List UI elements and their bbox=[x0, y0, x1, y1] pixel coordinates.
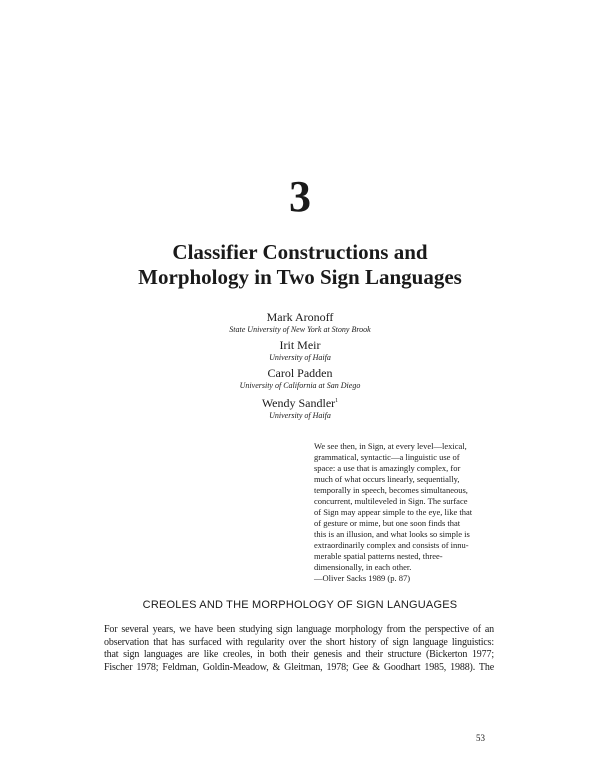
author-affiliation: State University of New York at Stony Brook bbox=[229, 325, 371, 334]
author-affiliation: University of Haifa bbox=[269, 353, 331, 362]
epigraph-line: of Sign may appear simple to the eye, like that bbox=[314, 507, 473, 517]
author-name: Wendy Sandler bbox=[261, 396, 336, 410]
author-name: Mark Aronoff bbox=[266, 310, 334, 324]
epigraph-line: We see then, in Sign, at every level—lexical, bbox=[314, 441, 467, 451]
epigraph-line: extraordinarily complex and consists of innu- bbox=[314, 540, 469, 550]
epigraph-line: this is an illusion, and what looks so simple is bbox=[314, 529, 470, 539]
chapter-number: 3 bbox=[289, 172, 311, 221]
author-affiliation: University of California at San Diego bbox=[239, 381, 361, 390]
chapter-title bbox=[0, 240, 600, 290]
author-name-with-footnote bbox=[0, 394, 600, 410]
epigraph-line: dimensionally, in each other. bbox=[314, 562, 412, 572]
epigraph-line: temporally in speech, becomes simultaneous, bbox=[314, 485, 468, 495]
epigraph-attribution: —Oliver Sacks 1989 (p. 87) bbox=[314, 573, 411, 583]
epigraph-quote bbox=[314, 441, 494, 573]
author-block bbox=[0, 394, 600, 421]
author-name: Irit Meir bbox=[279, 338, 321, 352]
epigraph-line: space: a use that is amazingly complex, for bbox=[314, 463, 461, 473]
body-line: Fischer 1978; Feldman, Goldin-Meadow, & Gleitman, 1978; Gee & Goodhart 1985, 1988). The bbox=[104, 662, 494, 674]
author-affiliation: University of Haifa bbox=[269, 411, 331, 420]
page-number: 53 bbox=[476, 733, 485, 743]
epigraph-line: much of what occurs linearly, sequentially, bbox=[314, 474, 460, 484]
body-line: that sign languages are like creoles, in both their genesis and their structure (Bickerton 1977; bbox=[104, 649, 494, 661]
epigraph-line: grammatical, syntactic—a linguistic use of bbox=[314, 452, 460, 462]
author-name: Carol Padden bbox=[267, 366, 333, 380]
author-block bbox=[0, 338, 600, 363]
body-line: For several years, we have been studying sign language morphology from the perspective of an bbox=[104, 624, 494, 635]
epigraph-line: concurrent, multileveled in Sign. The surface bbox=[314, 496, 468, 506]
author-block bbox=[0, 310, 600, 335]
section-heading: CREOLES AND THE MORPHOLOGY OF SIGN LANGUAGES bbox=[142, 599, 458, 611]
author-list bbox=[0, 310, 600, 424]
chapter-title-line: Classifier Constructions and bbox=[172, 240, 428, 264]
epigraph-line: merable spatial patterns nested, three- bbox=[314, 551, 443, 561]
chapter-title-line: Morphology in Two Sign Languages bbox=[138, 265, 462, 289]
epigraph-line: of gesture or mime, but one soon finds that bbox=[314, 518, 461, 528]
body-paragraph bbox=[104, 624, 494, 675]
body-line: observation that has surfaced with regularity over the short history of sign language linguistics: bbox=[104, 636, 494, 648]
footnote-marker[interactable]: 1 bbox=[335, 398, 339, 404]
author-block bbox=[0, 366, 600, 391]
